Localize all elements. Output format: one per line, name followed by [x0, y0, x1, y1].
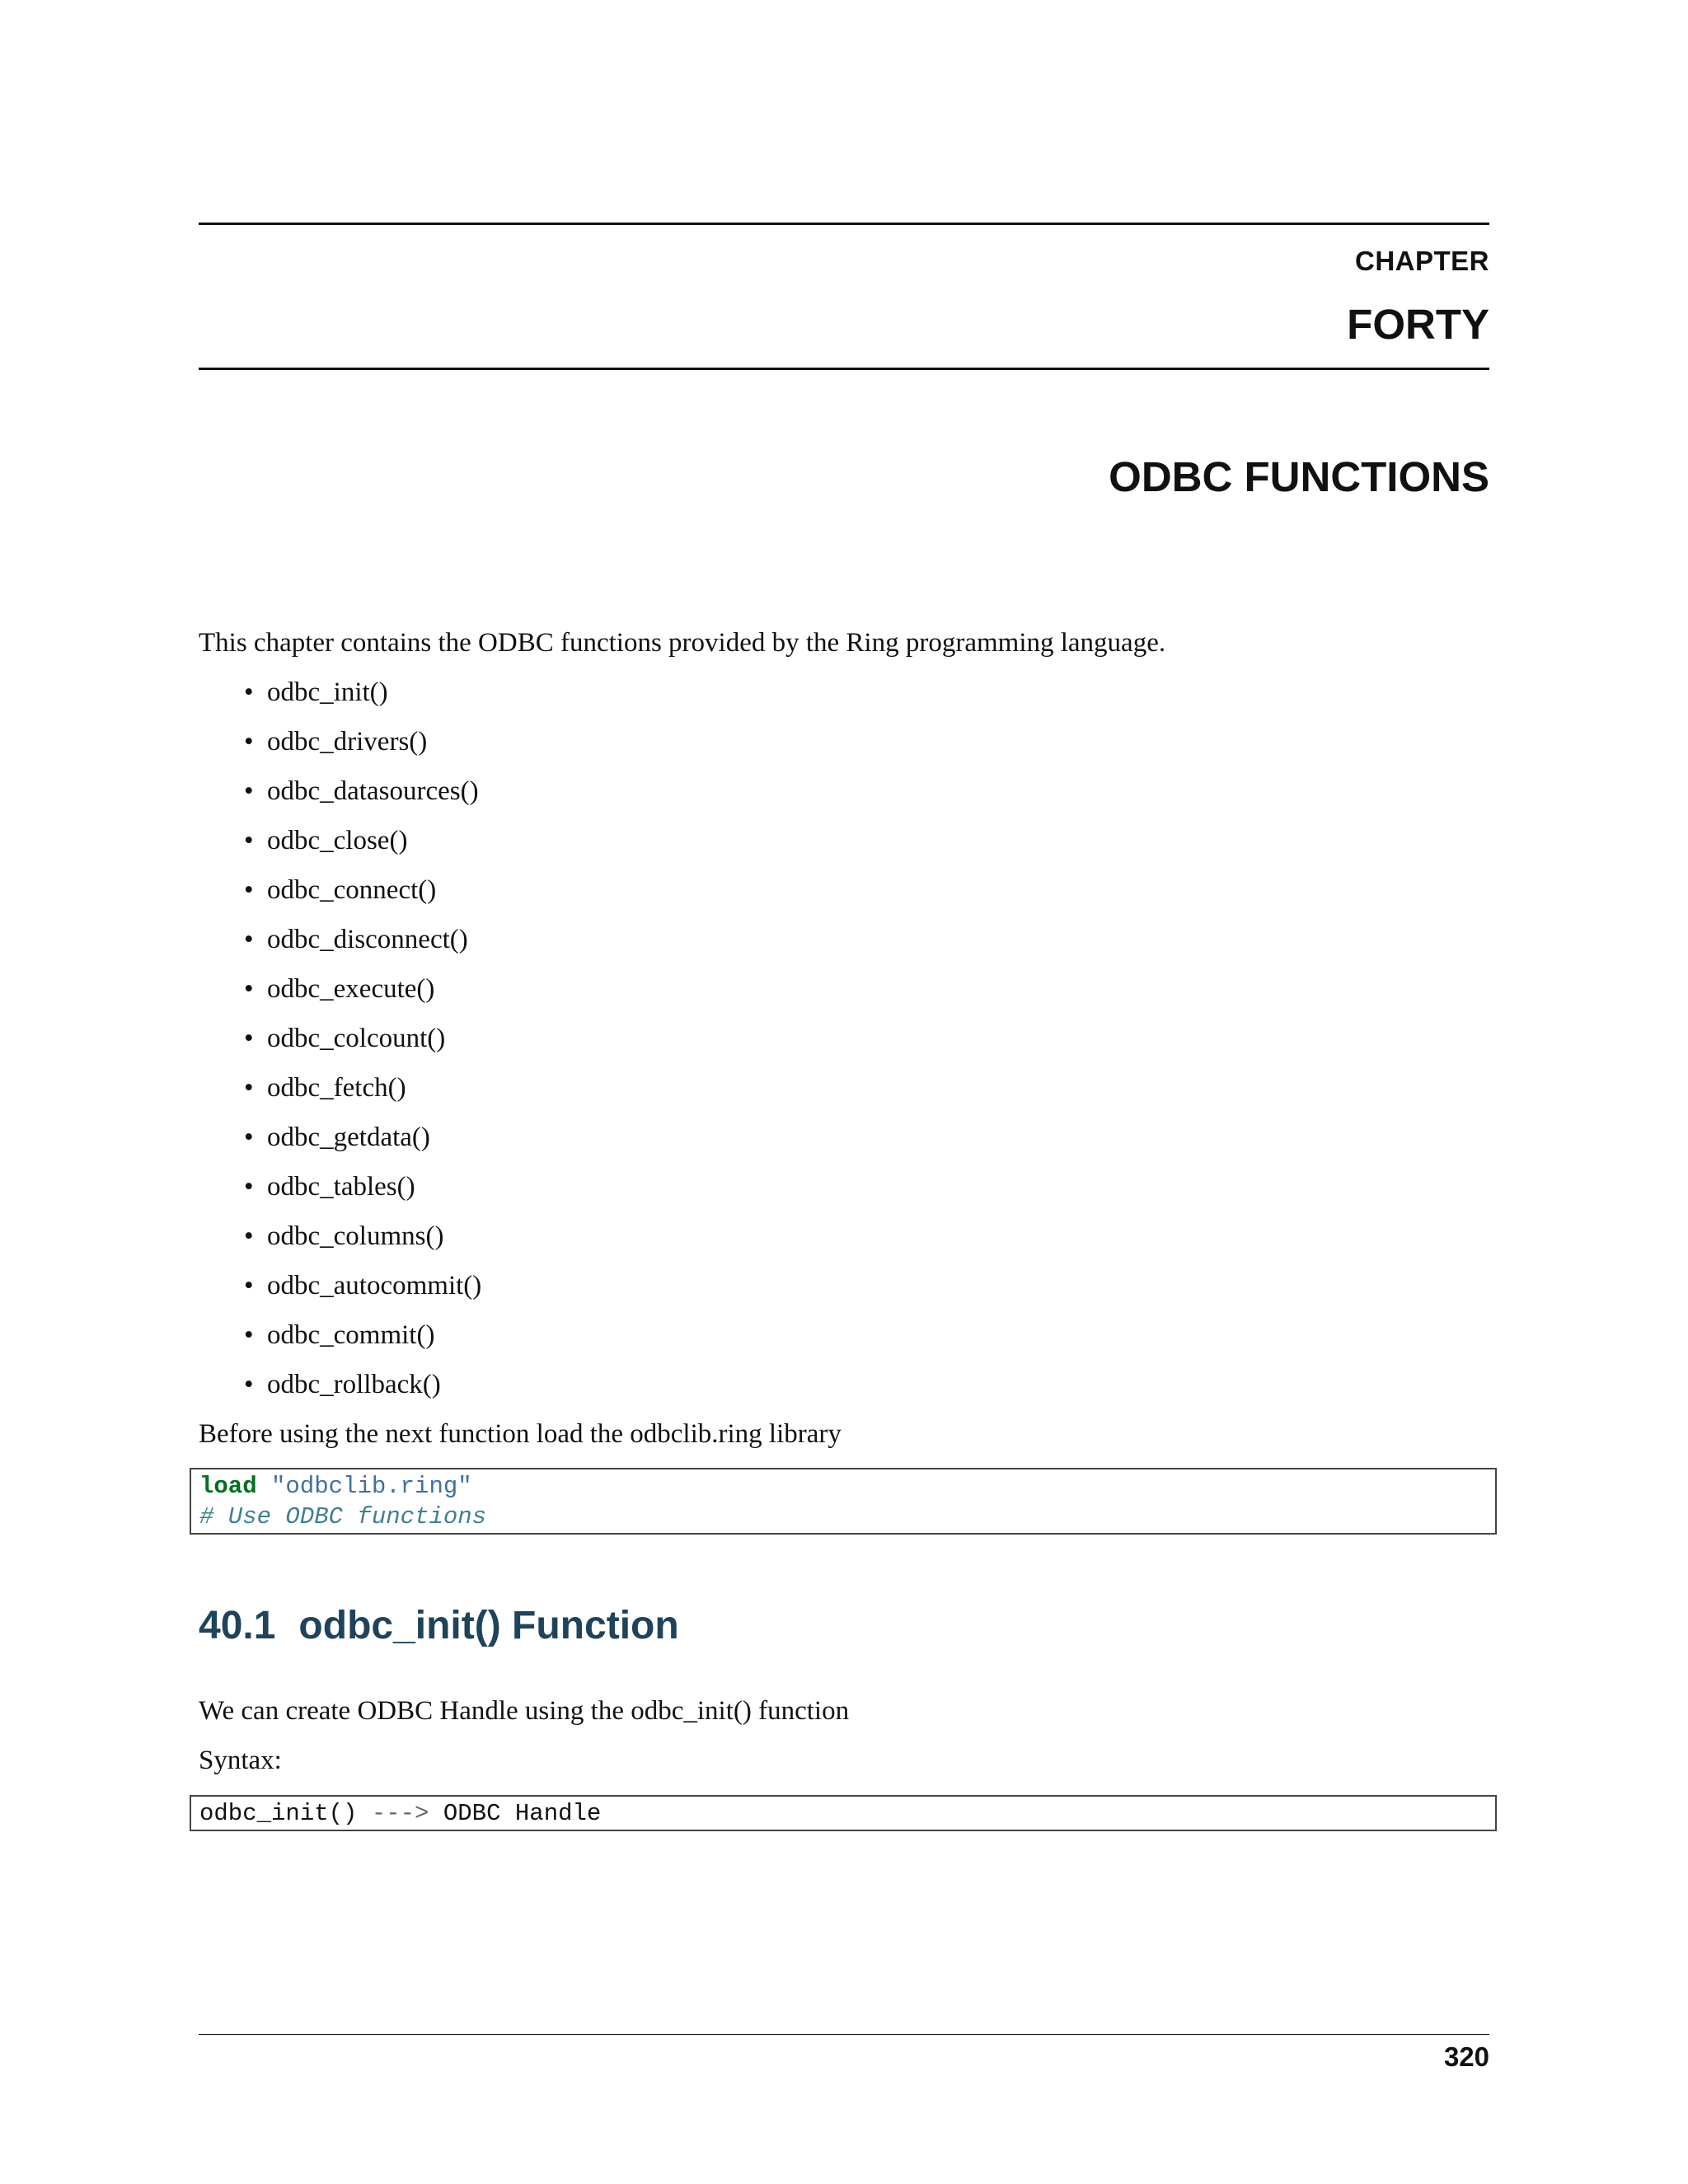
- code-string: "odbclib.ring": [271, 1473, 472, 1500]
- section-title: odbc_init() Function: [298, 1604, 679, 1647]
- list-item: • odbc_init(): [199, 676, 481, 725]
- list-item: • odbc_fetch(): [199, 1071, 481, 1121]
- code-line: [199, 1471, 1487, 1502]
- section-heading: [199, 1603, 679, 1648]
- function-list: [199, 676, 481, 1418]
- list-item: • odbc_getdata(): [199, 1121, 481, 1170]
- chapter-top-rule: [199, 223, 1489, 225]
- section-description: We can create ODBC Handle using the odbc_init() function: [199, 1696, 850, 1726]
- list-item: • odbc_rollback(): [199, 1368, 481, 1418]
- list-item: • odbc_execute(): [199, 972, 481, 1022]
- code-comment: # Use ODBC functions: [199, 1503, 487, 1530]
- load-code-block: [190, 1468, 1497, 1535]
- list-item: • odbc_disconnect(): [199, 923, 481, 972]
- syntax-label: Syntax:: [199, 1746, 282, 1775]
- chapter-label: CHAPTER: [1354, 246, 1489, 276]
- chapter-title: ODBC FUNCTIONS: [1109, 453, 1489, 500]
- list-item: • odbc_autocommit(): [199, 1269, 481, 1319]
- list-item: • odbc_columns(): [199, 1220, 481, 1269]
- syntax-arrow: --->: [371, 1800, 429, 1827]
- syntax-code-block: [190, 1795, 1497, 1831]
- chapter-bottom-rule: [199, 368, 1489, 370]
- list-item: • odbc_drivers(): [199, 725, 481, 775]
- list-item: • odbc_datasources(): [199, 775, 481, 824]
- list-item: • odbc_commit(): [199, 1319, 481, 1368]
- syntax-call: odbc_init(): [199, 1800, 358, 1827]
- load-note: Before using the next function load the odbclib.ring library: [199, 1419, 842, 1449]
- code-keyword: load: [199, 1473, 257, 1500]
- list-item: • odbc_colcount(): [199, 1022, 481, 1071]
- list-item: • odbc_connect(): [199, 874, 481, 923]
- list-item: • odbc_close(): [199, 824, 481, 874]
- syntax-result: ODBC Handle: [443, 1800, 602, 1827]
- footer-rule: [199, 2034, 1489, 2035]
- page-number: 320: [1443, 2041, 1489, 2072]
- list-item: • odbc_tables(): [199, 1170, 481, 1220]
- section-number: 40.1: [199, 1604, 276, 1647]
- intro-paragraph: This chapter contains the ODBC functions provided by the Ring programming language.: [199, 628, 1166, 658]
- chapter-number: FORTY: [1347, 301, 1489, 348]
